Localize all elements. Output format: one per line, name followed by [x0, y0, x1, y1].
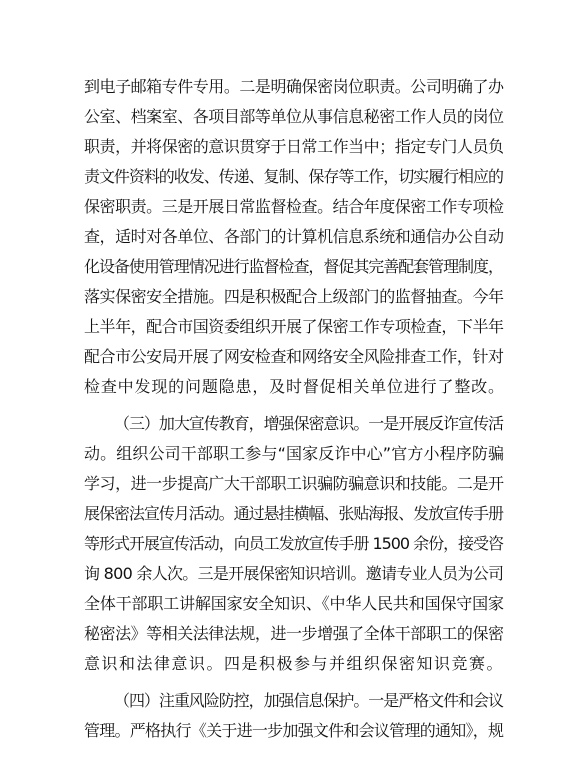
text-line: 等形式开展宣传活动，向员工发放宣传手册 1500 余份，接受咨 — [84, 534, 503, 553]
text-line: 检查中发现的问题隐患，及时督促相关单位进行了整改。 — [84, 377, 505, 396]
text-line: （三）加大宣传教育，增强保密意识。一是开展反诈宣传活 — [114, 414, 503, 433]
text-line: 全体干部职工讲解国家安全知识、《中华人民共和国保守国家 — [84, 594, 504, 613]
text-line: 保密职责。三是开展日常监督检查。结合年度保密工作专项检 — [84, 197, 504, 216]
text-line: 化设备使用管理情况进行监督检查，督促其完善配套管理制度， — [84, 257, 503, 276]
document-body — [84, 72, 504, 746]
text-line: 配合市公安局开展了网安检查和网络安全风险排查工作，针对 — [84, 347, 504, 366]
text-line: 学习，进一步提高广大干部职工识骗防骗意识和技能。二是开 — [84, 474, 504, 493]
text-line: 公室、档案室、各项目部等单位从事信息秘密工作人员的岗位 — [84, 107, 504, 126]
text-line: 询 800 余人次。三是开展保密知识培训。邀请专业人员为公司 — [84, 564, 504, 583]
paragraph — [84, 72, 504, 402]
paragraph-gap — [84, 402, 504, 409]
text-line: 查，适时对各单位、各部门的计算机信息系统和通信办公自动 — [84, 227, 504, 246]
text-line: 秘密法》等相关法律法规，进一步增强了全体干部职工的保密 — [84, 624, 504, 643]
text-line: 责文件资料的收发、传递、复制、保存等工作，切实履行相应的 — [84, 167, 503, 186]
text-line: 落实保密安全措施。四是积极配合上级部门的监督抽查。今年 — [84, 287, 504, 306]
text-line: 意识和法律意识。四是积极参与并组织保密知识竞赛。 — [84, 654, 505, 673]
paragraph — [84, 686, 504, 746]
text-line: 到电子邮箱专件专用。二是明确保密岗位职责。公司明确了办 — [84, 77, 504, 96]
text-line: 管理。严格执行《关于进一步加强文件和会议管理的通知》，规 — [84, 721, 504, 740]
text-line: 展保密法宣传月活动。通过悬挂横幅、张贴海报、发放宣传手册 — [84, 504, 503, 523]
text-line: 上半年，配合市国资委组织开展了保密工作专项检查，下半年 — [84, 317, 504, 336]
paragraph-gap — [84, 679, 504, 686]
paragraph — [84, 409, 504, 679]
text-line: 动。组织公司干部职工参与“国家反诈中心”官方小程序防骗 — [84, 444, 505, 463]
text-line: （四）注重风险防控，加强信息保护。一是严格文件和会议 — [114, 691, 503, 710]
text-line: 职责，并将保密的意识贯穿于日常工作当中；指定专门人员负 — [84, 137, 504, 156]
